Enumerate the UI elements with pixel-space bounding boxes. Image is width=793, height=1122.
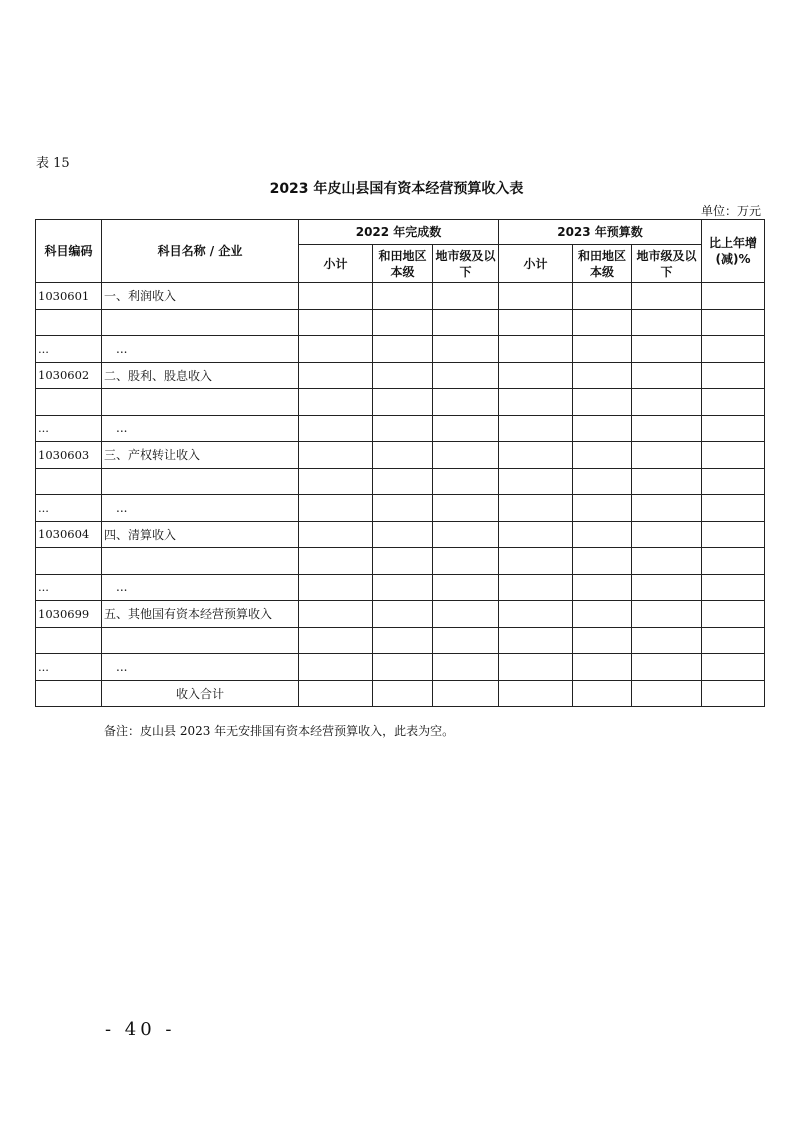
- total-label: 收入合计: [102, 680, 299, 707]
- value-cell: [373, 389, 433, 416]
- value-cell: [433, 362, 499, 389]
- value-cell: [373, 336, 433, 363]
- value-cell: [702, 442, 765, 469]
- value-cell: [499, 336, 573, 363]
- value-cell: [573, 680, 632, 707]
- value-cell: [632, 362, 702, 389]
- table-row: [36, 283, 765, 310]
- table-label: 表 15: [36, 156, 70, 171]
- code-cell: ...: [36, 415, 102, 442]
- table-row: [36, 336, 765, 363]
- value-cell: [299, 389, 373, 416]
- value-cell: [499, 495, 573, 522]
- value-cell: [632, 548, 702, 575]
- value-cell: [299, 548, 373, 575]
- value-cell: [499, 468, 573, 495]
- value-cell: [499, 309, 573, 336]
- value-cell: [499, 415, 573, 442]
- header-name: 科目名称 / 企业: [102, 220, 299, 283]
- header-change-percent: 比上年增(减)%: [702, 220, 765, 283]
- header-2023-city-below: 地市级及以下: [632, 245, 702, 283]
- value-cell: [433, 309, 499, 336]
- page-title: 2023 年皮山县国有资本经营预算收入表: [269, 181, 524, 197]
- value-cell: [632, 574, 702, 601]
- code-cell: 1030601: [36, 283, 102, 310]
- value-cell: [573, 415, 632, 442]
- table-row: [36, 468, 765, 495]
- header-2022-city-below: 地市级及以下: [433, 245, 499, 283]
- header-2022-subtotal: 小计: [299, 245, 373, 283]
- value-cell: [373, 521, 433, 548]
- code-cell: [36, 468, 102, 495]
- value-cell: [702, 495, 765, 522]
- name-cell: 一、利润收入: [102, 283, 299, 310]
- value-cell: [373, 627, 433, 654]
- name-cell: [102, 627, 299, 654]
- value-cell: [573, 283, 632, 310]
- value-cell: [573, 389, 632, 416]
- value-cell: [573, 495, 632, 522]
- value-cell: [433, 627, 499, 654]
- value-cell: [499, 654, 573, 681]
- value-cell: [373, 574, 433, 601]
- value-cell: [499, 627, 573, 654]
- name-cell: [102, 468, 299, 495]
- value-cell: [632, 415, 702, 442]
- code-cell: 1030604: [36, 521, 102, 548]
- table-row: [36, 362, 765, 389]
- value-cell: [373, 283, 433, 310]
- value-cell: [373, 548, 433, 575]
- value-cell: [499, 442, 573, 469]
- value-cell: [702, 574, 765, 601]
- code-cell: [36, 680, 102, 707]
- name-cell: 二、股利、股息收入: [102, 362, 299, 389]
- value-cell: [632, 495, 702, 522]
- name-cell: 三、产权转让收入: [102, 442, 299, 469]
- value-cell: [373, 680, 433, 707]
- name-cell: ...: [102, 654, 299, 681]
- value-cell: [433, 442, 499, 469]
- value-cell: [702, 283, 765, 310]
- value-cell: [373, 362, 433, 389]
- table-row: [36, 442, 765, 469]
- value-cell: [299, 601, 373, 628]
- header-2022-region-level: 和田地区本级: [373, 245, 433, 283]
- value-cell: [573, 336, 632, 363]
- header-2023-region-level: 和田地区本级: [573, 245, 632, 283]
- value-cell: [299, 521, 373, 548]
- value-cell: [299, 283, 373, 310]
- value-cell: [299, 627, 373, 654]
- name-cell: ...: [102, 495, 299, 522]
- value-cell: [299, 336, 373, 363]
- value-cell: [573, 548, 632, 575]
- value-cell: [702, 521, 765, 548]
- name-cell: 四、清算收入: [102, 521, 299, 548]
- table-row: [36, 680, 765, 707]
- value-cell: [499, 574, 573, 601]
- header-2023-subtotal: 小计: [499, 245, 573, 283]
- code-cell: ...: [36, 495, 102, 522]
- value-cell: [632, 654, 702, 681]
- value-cell: [499, 601, 573, 628]
- value-cell: [499, 283, 573, 310]
- value-cell: [573, 654, 632, 681]
- header-2023-budget: 2023 年预算数: [499, 220, 702, 245]
- value-cell: [299, 680, 373, 707]
- name-cell: [102, 389, 299, 416]
- value-cell: [499, 680, 573, 707]
- value-cell: [702, 680, 765, 707]
- name-cell: [102, 309, 299, 336]
- value-cell: [702, 654, 765, 681]
- value-cell: [573, 601, 632, 628]
- value-cell: [573, 362, 632, 389]
- value-cell: [373, 495, 433, 522]
- unit-label: 单位：万元: [700, 204, 761, 218]
- value-cell: [433, 495, 499, 522]
- value-cell: [433, 574, 499, 601]
- table-row: [36, 521, 765, 548]
- value-cell: [433, 468, 499, 495]
- value-cell: [702, 389, 765, 416]
- value-cell: [702, 362, 765, 389]
- value-cell: [702, 336, 765, 363]
- value-cell: [433, 415, 499, 442]
- value-cell: [433, 548, 499, 575]
- value-cell: [632, 521, 702, 548]
- table-row: [36, 601, 765, 628]
- value-cell: [632, 442, 702, 469]
- value-cell: [299, 362, 373, 389]
- value-cell: [433, 336, 499, 363]
- value-cell: [433, 389, 499, 416]
- value-cell: [702, 601, 765, 628]
- code-cell: ...: [36, 654, 102, 681]
- value-cell: [632, 336, 702, 363]
- budget-table: [35, 219, 765, 707]
- code-cell: [36, 309, 102, 336]
- value-cell: [433, 654, 499, 681]
- value-cell: [573, 468, 632, 495]
- code-cell: 1030603: [36, 442, 102, 469]
- table-row: [36, 574, 765, 601]
- value-cell: [573, 574, 632, 601]
- value-cell: [299, 442, 373, 469]
- code-cell: [36, 627, 102, 654]
- value-cell: [702, 309, 765, 336]
- footnote: 备注：皮山县 2023 年无安排国有资本经营预算收入，此表为空。: [104, 724, 455, 738]
- value-cell: [299, 415, 373, 442]
- table-row: [36, 654, 765, 681]
- value-cell: [299, 574, 373, 601]
- value-cell: [632, 389, 702, 416]
- value-cell: [632, 309, 702, 336]
- name-cell: ...: [102, 336, 299, 363]
- value-cell: [433, 283, 499, 310]
- value-cell: [702, 468, 765, 495]
- value-cell: [499, 521, 573, 548]
- table-row: [36, 415, 765, 442]
- value-cell: [632, 601, 702, 628]
- name-cell: ...: [102, 574, 299, 601]
- header-2022-completed: 2022 年完成数: [299, 220, 499, 245]
- value-cell: [299, 654, 373, 681]
- code-cell: 1030699: [36, 601, 102, 628]
- value-cell: [573, 521, 632, 548]
- page-number: - 40 -: [105, 1019, 176, 1040]
- value-cell: [632, 627, 702, 654]
- table-row: [36, 309, 765, 336]
- code-cell: [36, 548, 102, 575]
- value-cell: [373, 415, 433, 442]
- value-cell: [373, 468, 433, 495]
- value-cell: [433, 521, 499, 548]
- header-code: 科目编码: [36, 220, 102, 283]
- value-cell: [702, 415, 765, 442]
- value-cell: [499, 389, 573, 416]
- value-cell: [373, 654, 433, 681]
- code-cell: 1030602: [36, 362, 102, 389]
- value-cell: [373, 601, 433, 628]
- value-cell: [632, 283, 702, 310]
- value-cell: [373, 442, 433, 469]
- name-cell: 五、其他国有资本经营预算收入: [102, 601, 299, 628]
- table-row: [36, 548, 765, 575]
- value-cell: [299, 495, 373, 522]
- value-cell: [433, 680, 499, 707]
- value-cell: [573, 309, 632, 336]
- table-row: [36, 389, 765, 416]
- code-cell: [36, 389, 102, 416]
- value-cell: [499, 548, 573, 575]
- value-cell: [299, 468, 373, 495]
- name-cell: [102, 548, 299, 575]
- value-cell: [702, 548, 765, 575]
- table-row: [36, 627, 765, 654]
- code-cell: ...: [36, 574, 102, 601]
- value-cell: [499, 362, 573, 389]
- value-cell: [573, 442, 632, 469]
- value-cell: [299, 309, 373, 336]
- value-cell: [573, 627, 632, 654]
- value-cell: [702, 627, 765, 654]
- value-cell: [433, 601, 499, 628]
- table-row: [36, 495, 765, 522]
- value-cell: [632, 680, 702, 707]
- code-cell: ...: [36, 336, 102, 363]
- value-cell: [632, 468, 702, 495]
- name-cell: ...: [102, 415, 299, 442]
- value-cell: [373, 309, 433, 336]
